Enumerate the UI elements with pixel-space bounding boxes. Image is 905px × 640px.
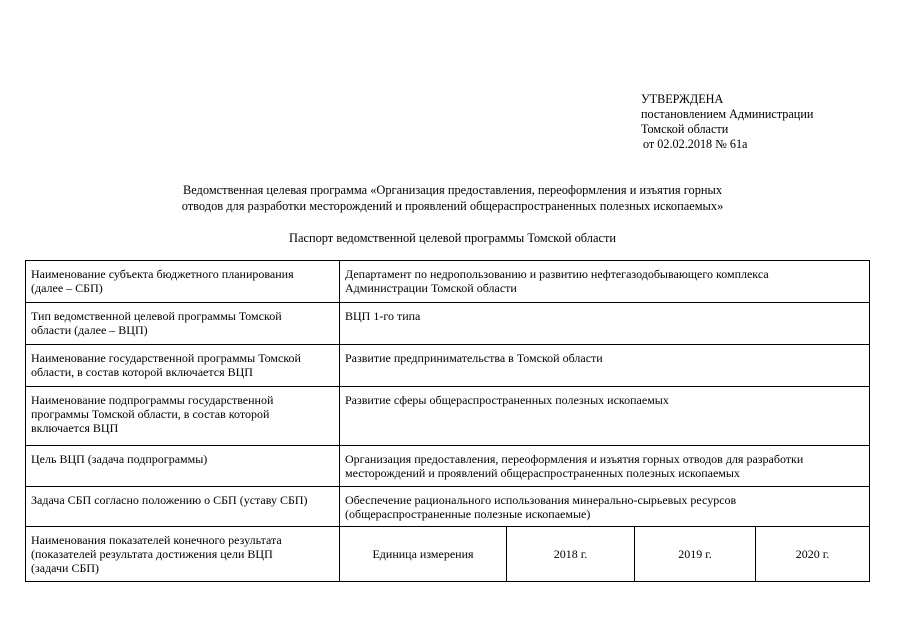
approval-line: Томской области — [641, 122, 729, 136]
row-label: Наименование государственной программы Томской области, в состав которой включается ВЦП — [26, 345, 340, 387]
year-header: 2020 г. — [756, 527, 870, 582]
table-row — [26, 303, 870, 345]
program-title-line: отводов для разработки месторождений и проявлений общераспространенных полезных ископаемых» — [181, 199, 724, 213]
table-row — [26, 345, 870, 387]
row-value: Обеспечение рационального использования минерально-сырьевых ресурсов (общераспространенные полезные ископаемые) — [340, 487, 870, 527]
program-title — [0, 182, 905, 214]
passport-title: Паспорт ведомственной целевой программы Томской области — [289, 231, 616, 245]
table-row — [26, 261, 870, 303]
row-label: Наименование субъекта бюджетного планирования (далее – СБП) — [26, 261, 340, 303]
passport-table — [25, 260, 870, 582]
table-row — [26, 487, 870, 527]
row-label: Тип ведомственной целевой программы Томской области (далее – ВЦП) — [26, 303, 340, 345]
approval-title: УТВЕРЖДЕНА — [641, 92, 724, 106]
indicators-label: Наименования показателей конечного результата (показателей результата достижения цели ВЦП (задачи СБП) — [26, 527, 340, 582]
approval-line: постановлением Администрации — [641, 107, 814, 121]
row-value: Департамент по недропользованию и развитию нефтегазодобывающего комплекса Администрации Томской области — [340, 261, 870, 303]
row-value: Организация предоставления, переоформления и изъятия горных отводов для разработки месторождений и проявлений общераспространенных полезных ископаемых — [340, 446, 870, 487]
year-header: 2018 г. — [507, 527, 635, 582]
row-label: Цель ВЦП (задача подпрограммы) — [26, 446, 340, 487]
row-label: Задача СБП согласно положению о СБП (уставу СБП) — [26, 487, 340, 527]
year-header: 2019 г. — [635, 527, 756, 582]
row-label: Наименование подпрограммы государственной программы Томской области, в состав которой включается ВЦП — [26, 387, 340, 446]
approval-date: от 02.02.2018 № 61а — [643, 137, 748, 151]
table-row — [26, 446, 870, 487]
program-title-line: Ведомственная целевая программа «Организация предоставления, переоформления и изъятия горных — [182, 183, 723, 197]
indicators-row — [26, 527, 870, 582]
table-row — [26, 387, 870, 446]
row-value: Развитие сферы общераспространенных полезных ископаемых — [340, 387, 870, 446]
unit-header: Единица измерения — [340, 527, 507, 582]
approval-stamp — [641, 92, 813, 152]
row-value: Развитие предпринимательства в Томской области — [340, 345, 870, 387]
row-value: ВЦП 1-го типа — [340, 303, 870, 345]
